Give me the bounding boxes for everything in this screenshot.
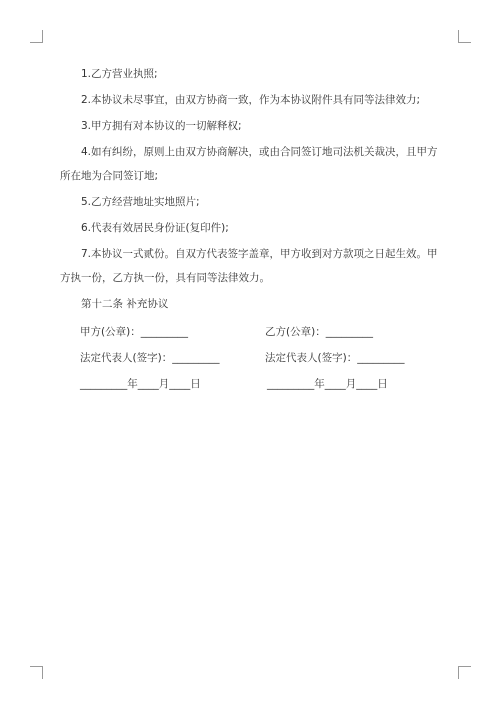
signature-representative-row [60,350,445,376]
page-corner-mark-bottom-left [30,666,43,679]
section-title: 第十二条 补充协议 [81,298,169,310]
page-corner-mark-bottom-right [458,666,471,679]
page-corner-mark-top-right [458,30,471,43]
list-item: 6.代表有效居民身份证(复印件); [81,222,229,234]
party-a-representative-field: 法定代表人(签字)：_________ [80,352,220,364]
signature-seal-row [60,324,445,350]
list-item: 1.乙方营业执照; [81,68,158,80]
document-body [60,66,445,402]
list-item: 2.本协议未尽事宜，由双方协商一致，作为本协议附件具有同等法律效力; [81,94,421,106]
party-b-seal-field: 乙方(公章)：_________ [265,326,373,338]
signature-date-row [60,376,445,402]
list-item: 4.如有纠纷，原则上由双方协商解决，或由合同签订地司法机关裁决，且甲方所在地为合同签订地; [60,146,438,182]
party-a-seal-field: 甲方(公章)：_________ [80,326,188,338]
list-item: 3.甲方拥有对本协议的一切解释权; [81,120,242,132]
list-item: 7.本协议一式贰份。自双方代表签字盖章，甲方收到对方款项之日起生效。甲方执一份，乙方执一份，具有同等法律效力。 [60,248,438,284]
party-b-representative-field: 法定代表人(签字)：_________ [265,352,405,364]
party-b-date-field: _________年____月____日 [267,378,388,390]
list-item: 5.乙方经营地址实地照片; [81,196,200,208]
page-corner-mark-top-left [30,30,43,43]
party-a-date-field: _________年____月____日 [80,378,201,390]
